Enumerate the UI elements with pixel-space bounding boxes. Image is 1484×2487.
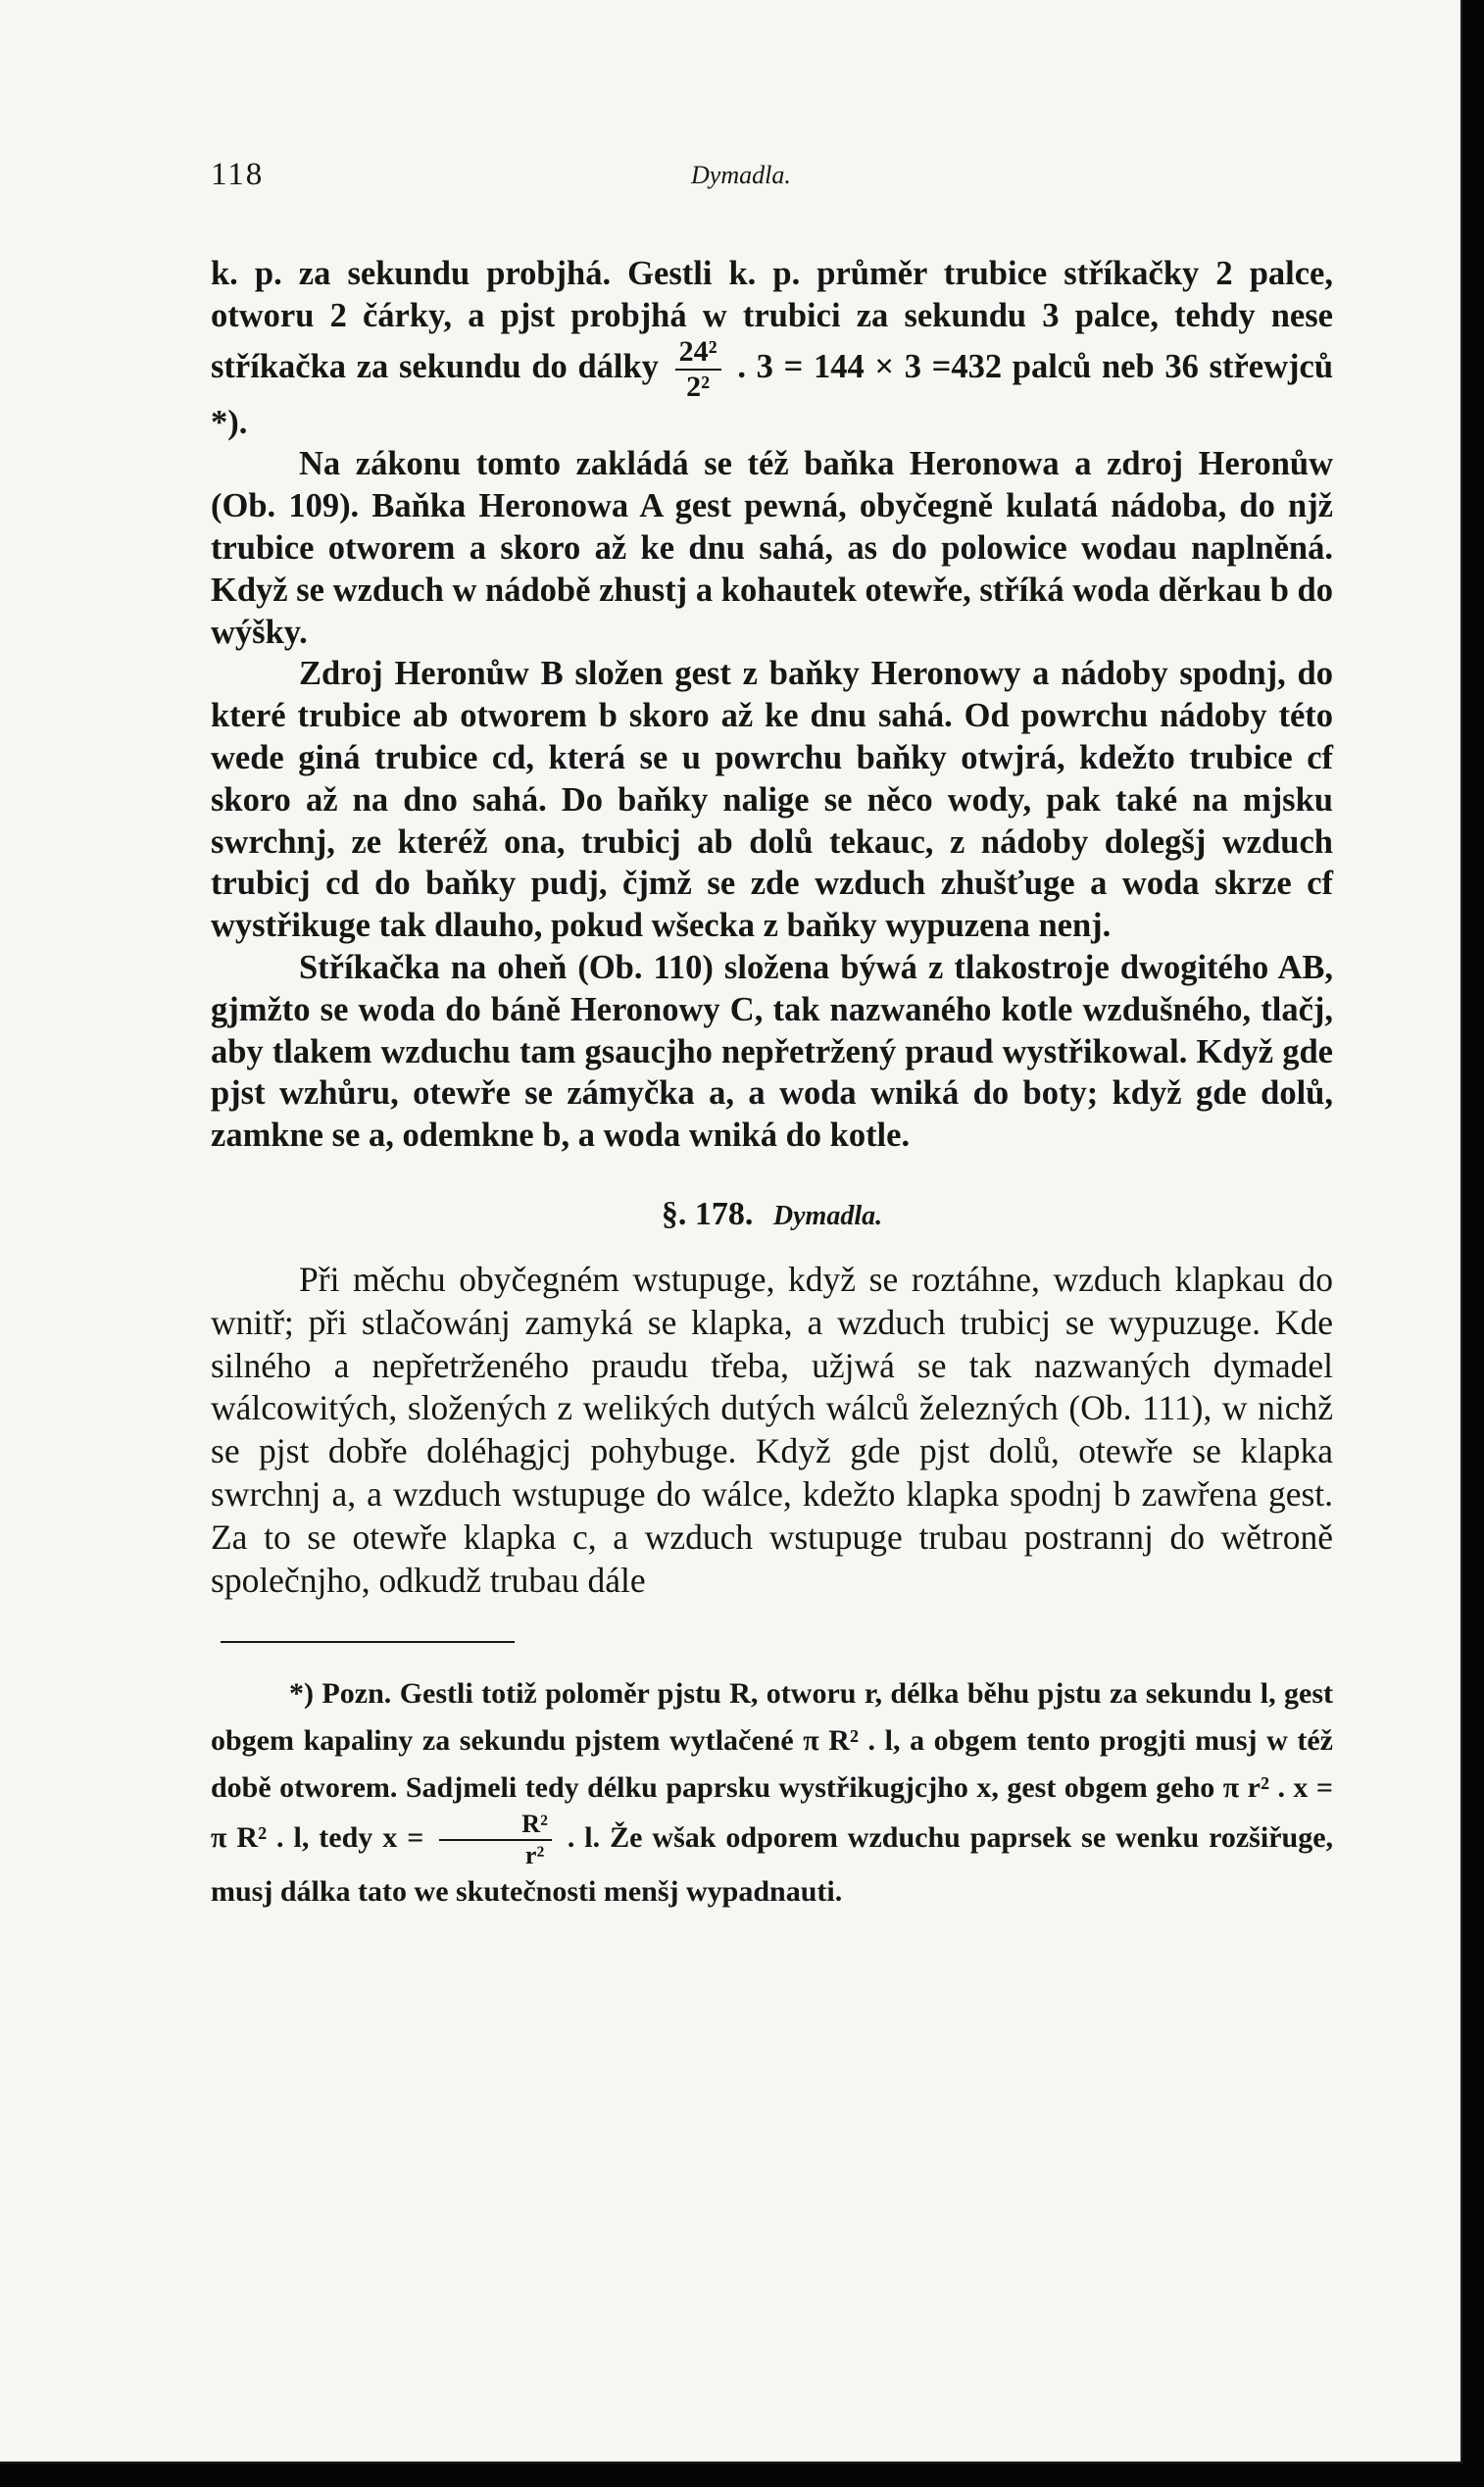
page-header bbox=[211, 157, 1333, 206]
fraction-denominator: r² bbox=[524, 1841, 545, 1870]
paragraph-heron-ball: Na zákonu tomto zakládá se též baňka Heronowa a zdroj Heronůw (Ob. 109). Baňka Heronowa A gest pewná, obyčegně kulatá nádoba, do njž trubice otworem a skoro až ke dnu sahá, as do polowice wodau naplněná. Když se wzduch w nádobě zhustj a kohautek otewře, stříká woda děrkau b do wýšky. bbox=[211, 445, 1333, 651]
fraction bbox=[675, 334, 721, 403]
page-number: 118 bbox=[211, 157, 265, 192]
paragraph-heron-fountain: Zdroj Heronůw B složen gest z baňky Heronowy a nádoby spodnj, do které trubice ab otworem b skoro až ke dnu sahá. Od powrchu nádoby této wede giná trubice cd, která se u powrchu baňky otwjrá, kdežto trubice cf skoro až na dno sahá. Do baňky nalige se něco wody, pak také na mjsku swrchnj, ze kteréž ona, trubicj ab dolů tekauc, z nádoby dolegšj wzduch trubicj cd do baňky pudj, čjmž se zde wzduch zhušťuge a woda skrze cf wystřikuge tak dlauho, pokud wšecka z baňky wypuzena nenj. bbox=[211, 655, 1333, 945]
paragraph-velocity bbox=[211, 253, 1333, 443]
section-heading bbox=[211, 1196, 1333, 1233]
section-number: §. 178. bbox=[661, 1195, 754, 1232]
footnote-fraction bbox=[439, 1812, 552, 1868]
footnote-text-part: *) Pozn. Gestli totiž poloměr pjstu R, otworu r, délka běhu pjstu za sekundu l, gest obgem kapaliny za sekundu pjstem wytlačené π R² . l, a obgem tento progjti musj w též době otworem. Sadjmeli tedy délku paprsku wystřikugjcjho x, gest obgem geho π r² . x = π R² . l, tedy x = bbox=[211, 1677, 1333, 1855]
section-title: Dymadla. bbox=[772, 1200, 883, 1231]
footnote-divider bbox=[221, 1641, 515, 1643]
section-text bbox=[211, 1259, 1333, 1602]
paragraph-text: . 3 = 144 × 3 =432 palců neb 36 střewjců *). bbox=[211, 347, 1334, 441]
paragraph-bellows: Při měchu obyčegném wstupuge, když se roztáhne, wzduch klapkau do wnitř; při stlačowánj zamyká se klapka, a wzduch trubicj se wypuzuge. Kde silného a nepřetrženého praudu třeba, užjwá se tak nazwaných dymadel wálcowitých, složených z welikých dutých wálců železných (Ob. 111), w nichž se pjst dobře doléhagjcj pohybuge. Když gde pjst dolů, otewře se klapka swrchnj a, a wzduch wstupuge do wálce, kdežto klapka spodnj b zawřena gest. Za to se otewře klapka c, a wzduch wstupuge trubau postrannj do wětroně společnjho, odkudž trubau dále bbox=[211, 1259, 1333, 1600]
page-content bbox=[211, 157, 1333, 1915]
paragraph-fire-pump: Stříkačka na oheň (Ob. 110) složena býwá z tlakostroje dwogitého AB, gjmžto se woda do báně Heronowy C, tak nazwaného kotle wzdušného, tlačj, aby tlakem wzduchu tam gsaucjho nepřetržený praud wystřikowal. Když gde pjst wzhůru, otewře se zámyčka a, a woda wniká do boty; když gde dolů, zamkne se a, odemkne b, a woda wniká do kotle. bbox=[211, 948, 1333, 1155]
paragraph-text: k. p. za sekundu probjhá. Gestli k. p. průměr trubice stříkačky 2 palce, otworu 2 čárky, a pjst probjhá w trubici za sekundu 3 palce, tehdy nese stříkačka za sekundu do dálky bbox=[211, 255, 1333, 385]
running-title: Dymadla. bbox=[691, 161, 791, 189]
fraction-denominator: 2² bbox=[686, 370, 711, 403]
fraction-numerator: 24² bbox=[675, 337, 721, 371]
footnote-text bbox=[211, 1670, 1333, 1915]
fraction-numerator: R² bbox=[439, 1812, 552, 1841]
main-text bbox=[211, 253, 1333, 1157]
footnote-text-part: . l. Že wšak odporem wzduchu paprsek se wenku rozšiřuge, musj dálka tato we skutečnosti menšj wypadnauti. bbox=[211, 1821, 1334, 1909]
footnote bbox=[211, 1670, 1333, 1915]
